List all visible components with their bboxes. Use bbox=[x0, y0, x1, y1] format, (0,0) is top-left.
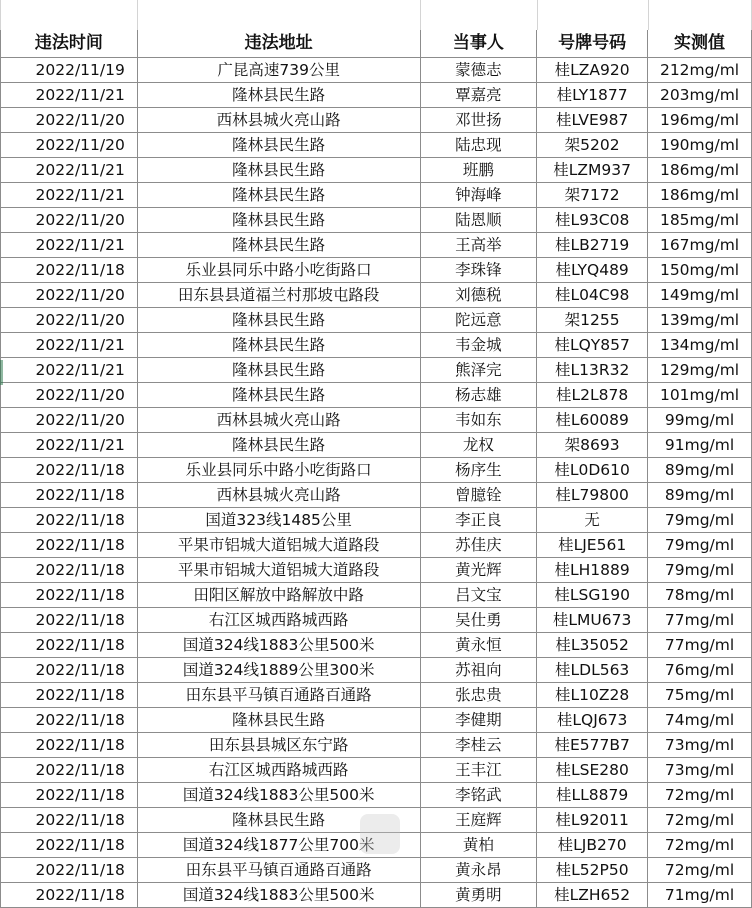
cell-address[interactable]: 乐业县同乐中路小吃街路口 bbox=[137, 258, 420, 283]
header-value[interactable]: 实测值 bbox=[648, 30, 752, 58]
cell-time[interactable]: 2022/11/20 bbox=[1, 408, 138, 433]
cell-party[interactable]: 李桂云 bbox=[420, 733, 537, 758]
cell-plate[interactable]: 桂LJE561 bbox=[537, 533, 648, 558]
cell-time[interactable]: 2022/11/18 bbox=[1, 558, 138, 583]
cell-value[interactable]: 99mg/ml bbox=[648, 408, 752, 433]
table-row bbox=[1, 208, 752, 233]
cell-party[interactable]: 吕文宝 bbox=[420, 583, 537, 608]
cell-value[interactable]: 77mg/ml bbox=[648, 608, 752, 633]
cell-time[interactable]: 2022/11/18 bbox=[1, 658, 138, 683]
cell-party[interactable]: 苏佳庆 bbox=[420, 533, 537, 558]
cell-plate[interactable]: 桂L52P50 bbox=[537, 858, 648, 883]
cell-time[interactable]: 2022/11/21 bbox=[1, 358, 138, 383]
cell-address[interactable]: 西林县城火亮山路 bbox=[137, 483, 420, 508]
cell-party[interactable]: 李正良 bbox=[420, 508, 537, 533]
cell-time[interactable]: 2022/11/18 bbox=[1, 583, 138, 608]
cell-time[interactable]: 2022/11/18 bbox=[1, 708, 138, 733]
cell-address[interactable]: 隆林县民生路 bbox=[137, 708, 420, 733]
cell-value[interactable]: 196mg/ml bbox=[648, 108, 752, 133]
cell-time[interactable]: 2022/11/18 bbox=[1, 758, 138, 783]
cell-value[interactable]: 79mg/ml bbox=[648, 558, 752, 583]
table-row bbox=[1, 533, 752, 558]
table-row bbox=[1, 883, 752, 908]
header-address[interactable]: 违法地址 bbox=[137, 30, 420, 58]
cell-address[interactable]: 田阳区解放中路解放中路 bbox=[137, 583, 420, 608]
watermark-logo bbox=[360, 814, 400, 854]
cell-party[interactable]: 李健期 bbox=[420, 708, 537, 733]
cell-address[interactable]: 隆林县民生路 bbox=[137, 808, 420, 833]
table-row bbox=[1, 608, 752, 633]
cell-party[interactable]: 黄柏 bbox=[420, 833, 537, 858]
table-row bbox=[1, 133, 752, 158]
cell-plate[interactable]: 桂L0D610 bbox=[537, 458, 648, 483]
cell-plate[interactable]: 桂E577B7 bbox=[537, 733, 648, 758]
cell-plate[interactable]: 桂L92011 bbox=[537, 808, 648, 833]
cell-plate[interactable]: 桂LB2719 bbox=[537, 233, 648, 258]
table-row bbox=[1, 333, 752, 358]
cell-time[interactable]: 2022/11/20 bbox=[1, 283, 138, 308]
cell-address[interactable]: 乐业县同乐中路小吃街路口 bbox=[137, 458, 420, 483]
table-row bbox=[1, 683, 752, 708]
cell-address[interactable]: 隆林县民生路 bbox=[137, 158, 420, 183]
cell-party[interactable]: 黄勇明 bbox=[420, 883, 537, 908]
cell-time[interactable]: 2022/11/18 bbox=[1, 508, 138, 533]
cell-party[interactable]: 吴仕勇 bbox=[420, 608, 537, 633]
cell-time[interactable]: 2022/11/18 bbox=[1, 633, 138, 658]
cell-party[interactable]: 曾臆铨 bbox=[420, 483, 537, 508]
column-gridlines bbox=[0, 0, 752, 30]
cell-plate[interactable]: 桂LQY857 bbox=[537, 333, 648, 358]
cell-time[interactable]: 2022/11/20 bbox=[1, 133, 138, 158]
cell-value[interactable]: 72mg/ml bbox=[648, 808, 752, 833]
table-row bbox=[1, 558, 752, 583]
cell-time[interactable]: 2022/11/21 bbox=[1, 83, 138, 108]
cell-address[interactable]: 右江区城西路城西路 bbox=[137, 608, 420, 633]
cell-address[interactable]: 西林县城火亮山路 bbox=[137, 108, 420, 133]
cell-plate[interactable]: 桂L04C98 bbox=[537, 283, 648, 308]
cell-party[interactable]: 陆恩顺 bbox=[420, 208, 537, 233]
cell-plate[interactable]: 桂LDL563 bbox=[537, 658, 648, 683]
cell-address[interactable]: 平果市铝城大道铝城大道路段 bbox=[137, 533, 420, 558]
cell-plate[interactable]: 架1255 bbox=[537, 308, 648, 333]
cell-party[interactable]: 韦如东 bbox=[420, 408, 537, 433]
cell-party[interactable]: 王庭辉 bbox=[420, 808, 537, 833]
cell-value[interactable]: 72mg/ml bbox=[648, 783, 752, 808]
header-time[interactable]: 违法时间 bbox=[1, 30, 138, 58]
cell-address[interactable]: 国道324线1883公里500米 bbox=[137, 783, 420, 808]
violations-table bbox=[0, 30, 752, 908]
cell-time[interactable]: 2022/11/18 bbox=[1, 483, 138, 508]
cell-address[interactable]: 隆林县民生路 bbox=[137, 208, 420, 233]
cell-address[interactable]: 国道323线1485公里 bbox=[137, 508, 420, 533]
cell-value[interactable]: 79mg/ml bbox=[648, 533, 752, 558]
cell-time[interactable]: 2022/11/19 bbox=[1, 58, 138, 83]
cell-value[interactable]: 91mg/ml bbox=[648, 433, 752, 458]
cell-plate[interactable]: 架5202 bbox=[537, 133, 648, 158]
cell-time[interactable]: 2022/11/18 bbox=[1, 258, 138, 283]
cell-value[interactable]: 134mg/ml bbox=[648, 333, 752, 358]
cell-plate[interactable]: 桂LZM937 bbox=[537, 158, 648, 183]
cell-plate[interactable]: 桂L10Z28 bbox=[537, 683, 648, 708]
cell-party[interactable]: 邓世扬 bbox=[420, 108, 537, 133]
cell-party[interactable]: 王丰江 bbox=[420, 758, 537, 783]
cell-value[interactable]: 89mg/ml bbox=[648, 483, 752, 508]
cell-value[interactable]: 190mg/ml bbox=[648, 133, 752, 158]
cell-party[interactable]: 钟海峰 bbox=[420, 183, 537, 208]
cell-plate[interactable]: 桂LL8879 bbox=[537, 783, 648, 808]
cell-value[interactable]: 167mg/ml bbox=[648, 233, 752, 258]
cell-value[interactable]: 75mg/ml bbox=[648, 683, 752, 708]
cell-value[interactable]: 76mg/ml bbox=[648, 658, 752, 683]
cell-value[interactable]: 185mg/ml bbox=[648, 208, 752, 233]
cell-time[interactable]: 2022/11/21 bbox=[1, 433, 138, 458]
cell-party[interactable]: 陀远意 bbox=[420, 308, 537, 333]
table-row bbox=[1, 583, 752, 608]
header-plate[interactable]: 号牌号码 bbox=[537, 30, 648, 58]
cell-time[interactable]: 2022/11/18 bbox=[1, 858, 138, 883]
cell-value[interactable]: 150mg/ml bbox=[648, 258, 752, 283]
table-row bbox=[1, 733, 752, 758]
header-row bbox=[1, 30, 752, 58]
cell-address[interactable]: 田东县县道福兰村那坡屯路段 bbox=[137, 283, 420, 308]
cell-value[interactable]: 79mg/ml bbox=[648, 508, 752, 533]
cell-value[interactable]: 77mg/ml bbox=[648, 633, 752, 658]
cell-time[interactable]: 2022/11/18 bbox=[1, 883, 138, 908]
cell-party[interactable]: 王高举 bbox=[420, 233, 537, 258]
table-row bbox=[1, 108, 752, 133]
cell-value[interactable]: 203mg/ml bbox=[648, 83, 752, 108]
table-row bbox=[1, 408, 752, 433]
cell-value[interactable]: 72mg/ml bbox=[648, 858, 752, 883]
cell-party[interactable]: 苏祖向 bbox=[420, 658, 537, 683]
cell-time[interactable]: 2022/11/21 bbox=[1, 233, 138, 258]
cell-value[interactable]: 129mg/ml bbox=[648, 358, 752, 383]
cell-plate[interactable]: 桂L79800 bbox=[537, 483, 648, 508]
table-row bbox=[1, 158, 752, 183]
cell-plate[interactable]: 桂LQJ673 bbox=[537, 708, 648, 733]
table-row bbox=[1, 658, 752, 683]
cell-time[interactable]: 2022/11/20 bbox=[1, 383, 138, 408]
cell-value[interactable]: 139mg/ml bbox=[648, 308, 752, 333]
cell-value[interactable]: 73mg/ml bbox=[648, 758, 752, 783]
cell-party[interactable]: 李铭武 bbox=[420, 783, 537, 808]
cell-time[interactable]: 2022/11/20 bbox=[1, 208, 138, 233]
cell-party[interactable]: 黄永恒 bbox=[420, 633, 537, 658]
cell-address[interactable]: 田东县平马镇百通路百通路 bbox=[137, 858, 420, 883]
cell-value[interactable]: 74mg/ml bbox=[648, 708, 752, 733]
table-row bbox=[1, 258, 752, 283]
cell-address[interactable]: 广昆高速739公里 bbox=[137, 58, 420, 83]
cell-plate[interactable]: 桂LY1877 bbox=[537, 83, 648, 108]
cell-plate[interactable]: 桂LSE280 bbox=[537, 758, 648, 783]
cell-address[interactable]: 国道324线1883公里500米 bbox=[137, 883, 420, 908]
table-row bbox=[1, 458, 752, 483]
table-row bbox=[1, 708, 752, 733]
cell-party[interactable]: 杨序生 bbox=[420, 458, 537, 483]
cell-address[interactable]: 隆林县民生路 bbox=[137, 358, 420, 383]
cell-value[interactable]: 186mg/ml bbox=[648, 183, 752, 208]
cell-time[interactable]: 2022/11/18 bbox=[1, 833, 138, 858]
cell-address[interactable]: 隆林县民生路 bbox=[137, 133, 420, 158]
header-party[interactable]: 当事人 bbox=[420, 30, 537, 58]
cell-address[interactable]: 隆林县民生路 bbox=[137, 433, 420, 458]
table-row bbox=[1, 433, 752, 458]
cell-plate[interactable]: 架7172 bbox=[537, 183, 648, 208]
cell-plate[interactable]: 桂LVE987 bbox=[537, 108, 648, 133]
cell-plate[interactable]: 架8693 bbox=[537, 433, 648, 458]
cell-plate[interactable]: 桂L2L878 bbox=[537, 383, 648, 408]
cell-time[interactable]: 2022/11/20 bbox=[1, 108, 138, 133]
cell-time[interactable]: 2022/11/20 bbox=[1, 308, 138, 333]
cell-time[interactable]: 2022/11/21 bbox=[1, 333, 138, 358]
cell-party[interactable]: 龙权 bbox=[420, 433, 537, 458]
cell-party[interactable]: 熊泽完 bbox=[420, 358, 537, 383]
cell-time[interactable]: 2022/11/21 bbox=[1, 183, 138, 208]
cell-party[interactable]: 陆忠现 bbox=[420, 133, 537, 158]
cell-time[interactable]: 2022/11/18 bbox=[1, 808, 138, 833]
cell-party[interactable]: 刘德税 bbox=[420, 283, 537, 308]
cell-time[interactable]: 2022/11/21 bbox=[1, 158, 138, 183]
table-row bbox=[1, 58, 752, 83]
cell-plate[interactable]: 桂L60089 bbox=[537, 408, 648, 433]
cell-party[interactable]: 蒙德志 bbox=[420, 58, 537, 83]
cell-address[interactable]: 隆林县民生路 bbox=[137, 383, 420, 408]
cell-address[interactable]: 国道324线1889公里300米 bbox=[137, 658, 420, 683]
cell-party[interactable]: 杨志雄 bbox=[420, 383, 537, 408]
cell-value[interactable]: 71mg/ml bbox=[648, 883, 752, 908]
cell-address[interactable]: 右江区城西路城西路 bbox=[137, 758, 420, 783]
cell-plate[interactable]: 桂LSG190 bbox=[537, 583, 648, 608]
cell-address[interactable]: 国道324线1883公里500米 bbox=[137, 633, 420, 658]
cell-plate[interactable]: 无 bbox=[537, 508, 648, 533]
table-row bbox=[1, 758, 752, 783]
table-row bbox=[1, 783, 752, 808]
table-row bbox=[1, 858, 752, 883]
cell-value[interactable]: 73mg/ml bbox=[648, 733, 752, 758]
cell-plate[interactable]: 桂LMU673 bbox=[537, 608, 648, 633]
table-row bbox=[1, 508, 752, 533]
cell-address[interactable]: 隆林县民生路 bbox=[137, 233, 420, 258]
cell-value[interactable]: 72mg/ml bbox=[648, 833, 752, 858]
cell-value[interactable]: 149mg/ml bbox=[648, 283, 752, 308]
table-row bbox=[1, 383, 752, 408]
cell-plate[interactable]: 桂LYQ489 bbox=[537, 258, 648, 283]
cell-address[interactable]: 隆林县民生路 bbox=[137, 83, 420, 108]
cell-time[interactable]: 2022/11/18 bbox=[1, 683, 138, 708]
cell-plate[interactable]: 桂LZH652 bbox=[537, 883, 648, 908]
cell-value[interactable]: 186mg/ml bbox=[648, 158, 752, 183]
table-row bbox=[1, 283, 752, 308]
table-row bbox=[1, 183, 752, 208]
table-row bbox=[1, 633, 752, 658]
cell-party[interactable]: 黄光辉 bbox=[420, 558, 537, 583]
cell-plate[interactable]: 桂LH1889 bbox=[537, 558, 648, 583]
cell-value[interactable]: 89mg/ml bbox=[648, 458, 752, 483]
table-row bbox=[1, 83, 752, 108]
cell-address[interactable]: 田东县平马镇百通路百通路 bbox=[137, 683, 420, 708]
cell-address[interactable]: 隆林县民生路 bbox=[137, 183, 420, 208]
cell-plate[interactable]: 桂LZA920 bbox=[537, 58, 648, 83]
cell-address[interactable]: 田东县县城区东宁路 bbox=[137, 733, 420, 758]
cell-address[interactable]: 隆林县民生路 bbox=[137, 333, 420, 358]
cell-address[interactable]: 国道324线1877公里700米 bbox=[137, 833, 420, 858]
cell-plate[interactable]: 桂L35052 bbox=[537, 633, 648, 658]
cell-address[interactable]: 西林县城火亮山路 bbox=[137, 408, 420, 433]
cell-time[interactable]: 2022/11/18 bbox=[1, 733, 138, 758]
table-row bbox=[1, 358, 752, 383]
cell-party[interactable]: 韦金城 bbox=[420, 333, 537, 358]
cell-time[interactable]: 2022/11/18 bbox=[1, 608, 138, 633]
table-row bbox=[1, 233, 752, 258]
cell-address[interactable]: 平果市铝城大道铝城大道路段 bbox=[137, 558, 420, 583]
cell-time[interactable]: 2022/11/18 bbox=[1, 783, 138, 808]
cell-value[interactable]: 101mg/ml bbox=[648, 383, 752, 408]
cell-value[interactable]: 78mg/ml bbox=[648, 583, 752, 608]
cell-time[interactable]: 2022/11/18 bbox=[1, 533, 138, 558]
cell-plate[interactable]: 桂L93C08 bbox=[537, 208, 648, 233]
table-row bbox=[1, 308, 752, 333]
cell-party[interactable]: 张忠贵 bbox=[420, 683, 537, 708]
cell-value[interactable]: 212mg/ml bbox=[648, 58, 752, 83]
cell-party[interactable]: 黄永昂 bbox=[420, 858, 537, 883]
cell-party[interactable]: 李珠锋 bbox=[420, 258, 537, 283]
cell-party[interactable]: 班鹏 bbox=[420, 158, 537, 183]
row-selection-marker bbox=[0, 360, 3, 385]
cell-party[interactable]: 覃嘉亮 bbox=[420, 83, 537, 108]
cell-plate[interactable]: 桂L13R32 bbox=[537, 358, 648, 383]
cell-address[interactable]: 隆林县民生路 bbox=[137, 308, 420, 333]
cell-plate[interactable]: 桂LJB270 bbox=[537, 833, 648, 858]
table-row bbox=[1, 483, 752, 508]
cell-time[interactable]: 2022/11/18 bbox=[1, 458, 138, 483]
